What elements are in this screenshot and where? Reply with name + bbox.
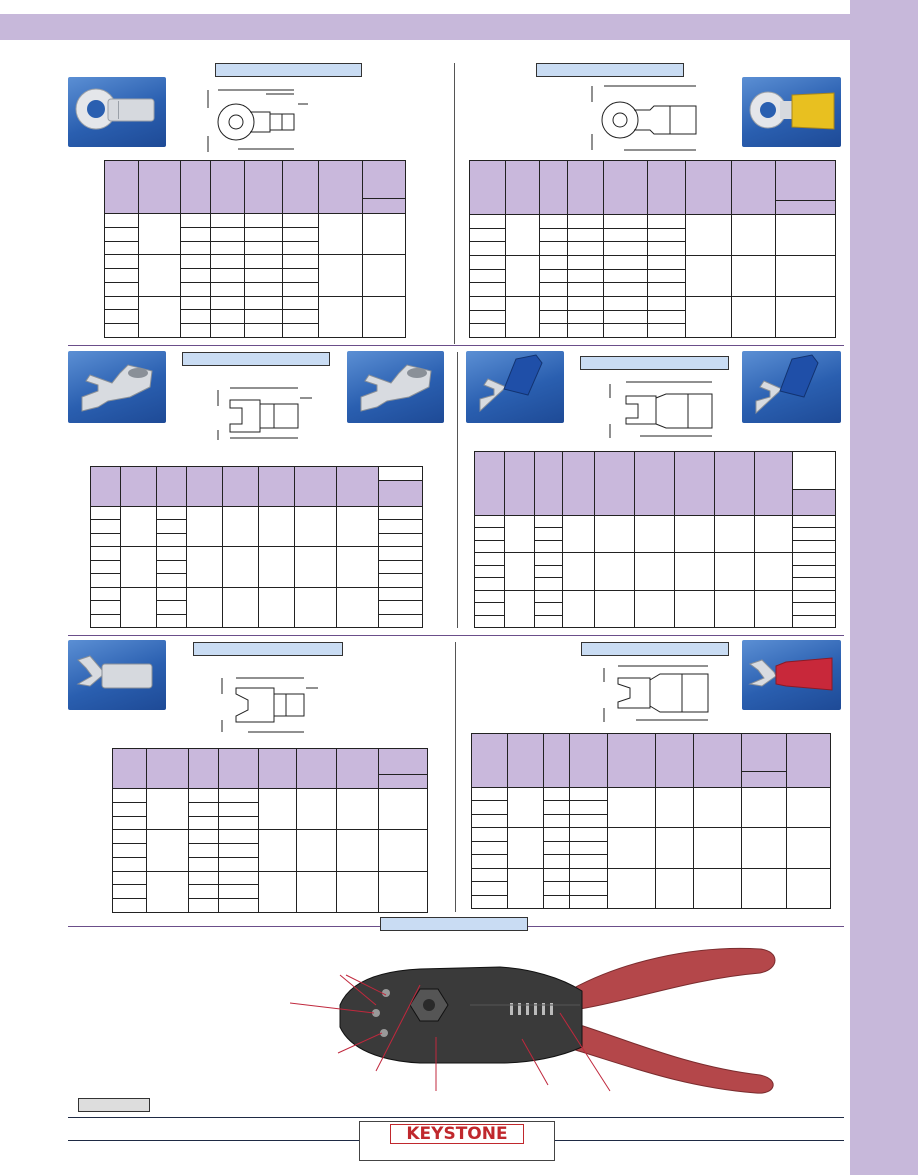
row-divider: [68, 345, 844, 346]
insulated-spade-terminal-icon: [466, 351, 564, 423]
flanged-spade-table: [112, 748, 428, 913]
insulated-flanged-spade-photo: [742, 640, 841, 710]
side-band: [850, 0, 918, 1175]
insulated-ring-tongue-table: [469, 160, 836, 338]
insulated-flanged-spade-terminal-icon: [742, 640, 841, 710]
spade-terminal-photo-alt: [347, 351, 444, 423]
logo-frame: [359, 1121, 555, 1161]
column-divider: [454, 63, 455, 344]
ring-tongue-table: [104, 160, 406, 338]
flanged-spade-terminal-drawing: [208, 672, 323, 738]
insulated-spade-terminal-photo-alt: [742, 351, 841, 423]
section-title-box: [193, 642, 343, 656]
footer-rule: [68, 1117, 844, 1118]
row-divider: [68, 635, 844, 636]
insulated-spade-tongue-table: [474, 451, 836, 628]
flanged-spade-terminal-photo: [68, 640, 166, 710]
spade-terminal-icon: [68, 351, 166, 423]
insulated-ring-terminal-drawing: [584, 78, 714, 153]
insulated-spade-terminal-photo: [466, 351, 564, 423]
insulated-ring-terminal-photo: [742, 77, 841, 147]
column-divider: [457, 352, 458, 628]
insulated-flanged-spade-table: [471, 733, 831, 909]
ring-terminal-photo: [68, 77, 166, 147]
insulated-spade-terminal-drawing: [600, 378, 720, 440]
spade-terminal-photo: [68, 351, 166, 423]
section-title-box: [182, 352, 330, 366]
spade-tongue-table: [90, 466, 423, 628]
ring-terminal-drawing: [198, 80, 318, 155]
insulated-spade-terminal-icon: [742, 351, 841, 423]
ring-terminal-icon: [68, 77, 166, 147]
header-band: [0, 14, 850, 40]
brand-name: KEYSTONE: [406, 1124, 508, 1144]
section-title-box: [536, 63, 684, 77]
insulated-flanged-spade-drawing: [596, 660, 716, 726]
note-box: [78, 1098, 150, 1112]
insulated-ring-terminal-icon: [742, 77, 841, 147]
flanged-spade-terminal-icon: [68, 640, 166, 710]
section-title-box: [581, 642, 729, 656]
section-title-box: [580, 356, 729, 370]
spade-terminal-icon: [347, 351, 444, 423]
section-title-box: [215, 63, 362, 77]
spade-terminal-drawing: [208, 382, 318, 442]
brand-logo: [390, 1124, 524, 1144]
crimping-tool-icon: [290, 945, 790, 1095]
tool-section-title-box: [380, 917, 528, 931]
column-divider: [455, 642, 456, 912]
